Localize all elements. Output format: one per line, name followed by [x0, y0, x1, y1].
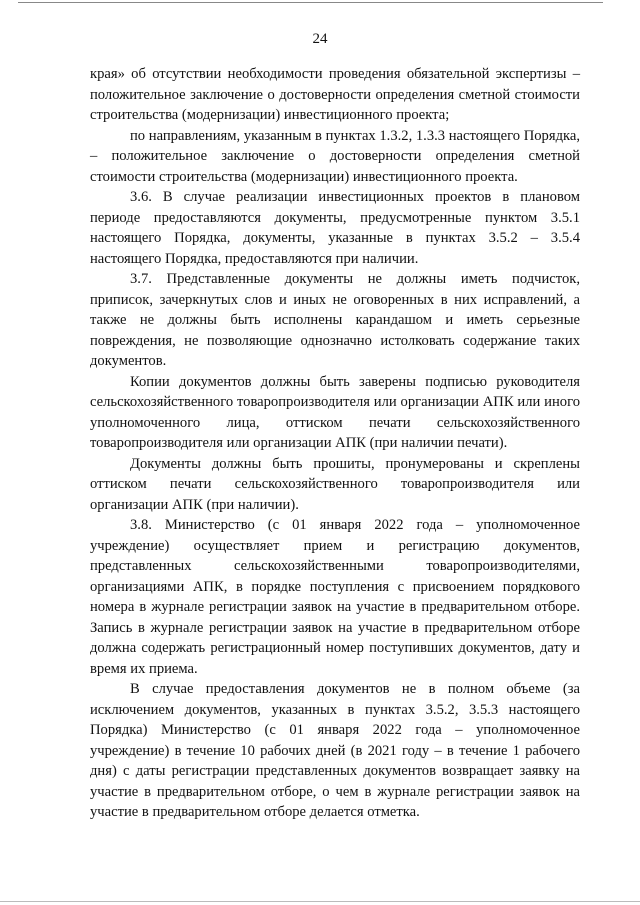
paragraph: Копии документов должны быть заверены подписью руководителя сельскохозяйственного товаропроизводителя или организации АПК или иного уполномоченного лица, оттиском печати сельскохозяйственного товаропроизводителя или организации АПК (при наличии печати).: [90, 373, 580, 451]
bottom-rule: [0, 901, 640, 902]
paragraph: по направлениям, указанным в пунктах 1.3.2, 1.3.3 настоящего Порядка, – положительное заключение о достоверности определения сметной стоимости строительства (модернизации) инвестиционного проекта.: [90, 127, 580, 185]
paragraph-3-8: 3.8. Министерство (с 01 января 2022 года – уполномоченное учреждение) осуществляет прием и регистрацию документов, представленных сельскохозяйственными товаропроизводителями, организациями АПК, в порядке поступления с присвоением порядкового номера в журнале регистрации заявок на участие в предварительном отборе. Запись в журнале регистрации заявок на участие в предварительном отборе должна содержать регистрационный номер поступивших документов, дату и время их приема.: [90, 517, 580, 677]
paragraph-3-7: 3.7. Представленные документы не должны иметь подчисток, приписок, зачеркнутых слов и иных не оговоренных в них исправлений, а также не должны быть исполнены карандашом и иметь серьезные повреждения, не позволяющие однозначно истолковать содержание таких документов.: [90, 271, 580, 369]
document-body: [90, 64, 580, 823]
paragraph: В случае предоставления документов не в полном объеме (за исключением документов, указанных в пунктах 3.5.2, 3.5.3 настоящего Порядка) Министерство (с 01 января 2022 года – уполномоченное учреждение) в течение 10 рабочих дней (в 2021 году – в течение 1 рабочего дня) с даты регистрации представленных документов возвращает заявку на участие в предварительном отборе, о чем в журнале регистрации заявок на участие в предварительном отборе делается отметка.: [90, 681, 580, 820]
paragraph-3-6: 3.6. В случае реализации инвестиционных проектов в плановом периоде предоставляются документы, предусмотренные пунктом 3.5.1 настоящего Порядка, документы, указанные в пунктах 3.5.2 – 3.5.4 настоящего Порядка, предоставляются при наличии.: [90, 189, 580, 267]
paragraph-continuation: края» об отсутствии необходимости проведения обязательной экспертизы – положительное заключение о достоверности определения сметной стоимости строительства (модернизации) инвестиционного проекта;: [90, 66, 580, 123]
paragraph: Документы должны быть прошиты, пронумерованы и скреплены оттиском печати сельскохозяйственного товаропроизводителя или организации АПК (при наличии).: [90, 455, 580, 513]
top-rule: [18, 2, 603, 3]
page-number: 24: [312, 31, 328, 47]
